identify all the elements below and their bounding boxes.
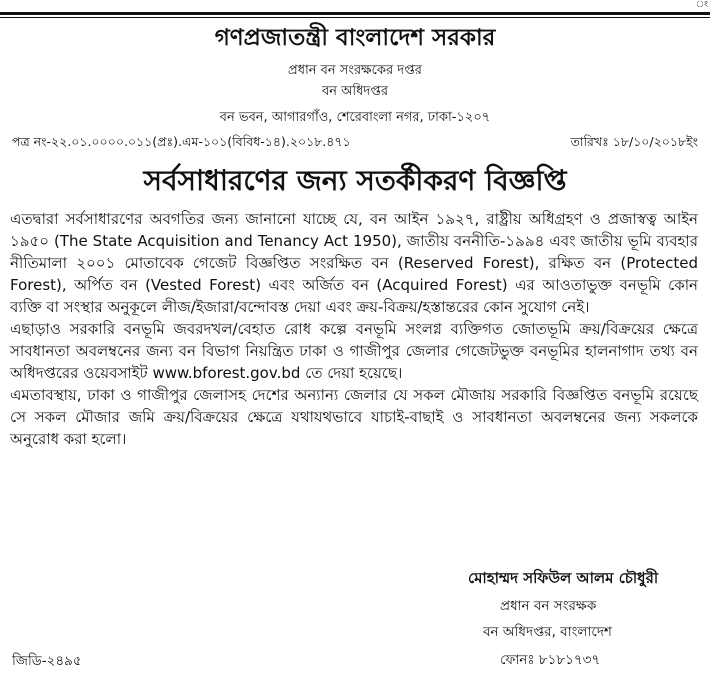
notice-title: সর্বসাধারণের জন্য সতর্কীকরণ বিজ্ঞপ্তি <box>143 164 567 197</box>
reference-number: পত্র নং-২২.০১.০০০০.০১১(প্রঃ).এম-১০১(বিবিধ-১৪).২০১৮.৪৭১ <box>12 134 351 149</box>
corner-text-fragment: ং <box>695 0 708 10</box>
department-name: বন অধিদপ্তর <box>321 84 389 99</box>
signatory-office: বন অধিদপ্তর, বাংলাদেশ <box>483 624 612 640</box>
signatory-name: মোহাম্মদ সফিউল আলম চৌধুরী <box>468 569 659 587</box>
notice-body <box>10 208 698 450</box>
office-name: প্রধান বন সংরক্ষকের দপ্তর <box>288 63 422 78</box>
top-border-rule <box>0 12 710 15</box>
signatory-phone: ফোনঃ ৮১৮১৭৩৭ <box>500 652 601 668</box>
notice-date: তারিখঃ ১৮/১০/২০১৮ইং <box>570 134 698 149</box>
top-border-thin-rule <box>0 17 710 18</box>
government-heading: গণপ্রজাতন্ত্রী বাংলাদেশ সরকার <box>214 25 496 51</box>
notice-paragraph-1: এতদ্বারা সর্বসাধারণের অবগতির জন্য জানানো যাচ্ছে যে, বন আইন ১৯২৭, রাষ্ট্রীয় অধিগ্রহণ ও প্রজাস্বত্ব আইন ১৯৫০ (The State Acquisition and Tenancy Act 1950), জাতীয় বননীতি-১৯৯৪ এবং জাতীয় ভূমি ব্যবহার নীতিমালা ২০০১ মোতাবেক গেজেট বিজ্ঞপ্তিত সংরক্ষিত বন (Reserved Forest), রক্ষিত বন (Protected Forest), অর্পিত বন (Vested Forest) এবং অর্জিত বন (Acquired Forest) এর আওতাভুক্ত বনভূমি কোন ব্যক্তি বা সংস্থার অনুকূলে লীজ/ইজারা/বন্দোবস্ত দেয়া এবং ক্রয়-বিক্রয়/হস্তান্তরের কোন সুযোগ নেই। <box>10 210 698 316</box>
dg-code: জিডি-২৪৯৫ <box>12 653 82 669</box>
office-address: বন ভবন, আগারগাঁও, শেরেবাংলা নগর, ঢাকা-১২০৭ <box>219 110 491 125</box>
notice-paragraph-3: এমতাবস্থায়, ঢাকা ও গাজীপুর জেলাসহ দেশের অন্যান্য জেলার যে সকল মৌজায় সরকারি বিজ্ঞপ্তিত বনভূমি রয়েছে সে সকল মৌজার জমি ক্রয়/বিক্রয়ের ক্ষেত্রে যথাযথভাবে যাচাই-বাছাই ও সাবধানতা অবলম্বনের জন্য সকলকে অনুরোধ করা হলো। <box>10 386 698 448</box>
signatory-title: প্রধান বন সংরক্ষক <box>500 598 597 614</box>
notice-paragraph-2: এছাড়াও সরকারি বনভূমি জবরদখল/বেহাত রোধ কল্পে বনভূমি সংলগ্ন ব্যক্তিগত জোতভূমি ক্রয়/বিক্রয়ের ক্ষেত্রে সাবধানতা অবলম্বনের জন্য বন বিভাগ নিয়ন্ত্রিত ঢাকা ও গাজীপুর জেলার গেজেটভুক্ত বনভূমির হালনাগাদ তথ্য বন অধিদপ্তরের ওয়েবসাইট www.bforest.gov.bd তে দেয়া হয়েছে। <box>10 320 698 382</box>
